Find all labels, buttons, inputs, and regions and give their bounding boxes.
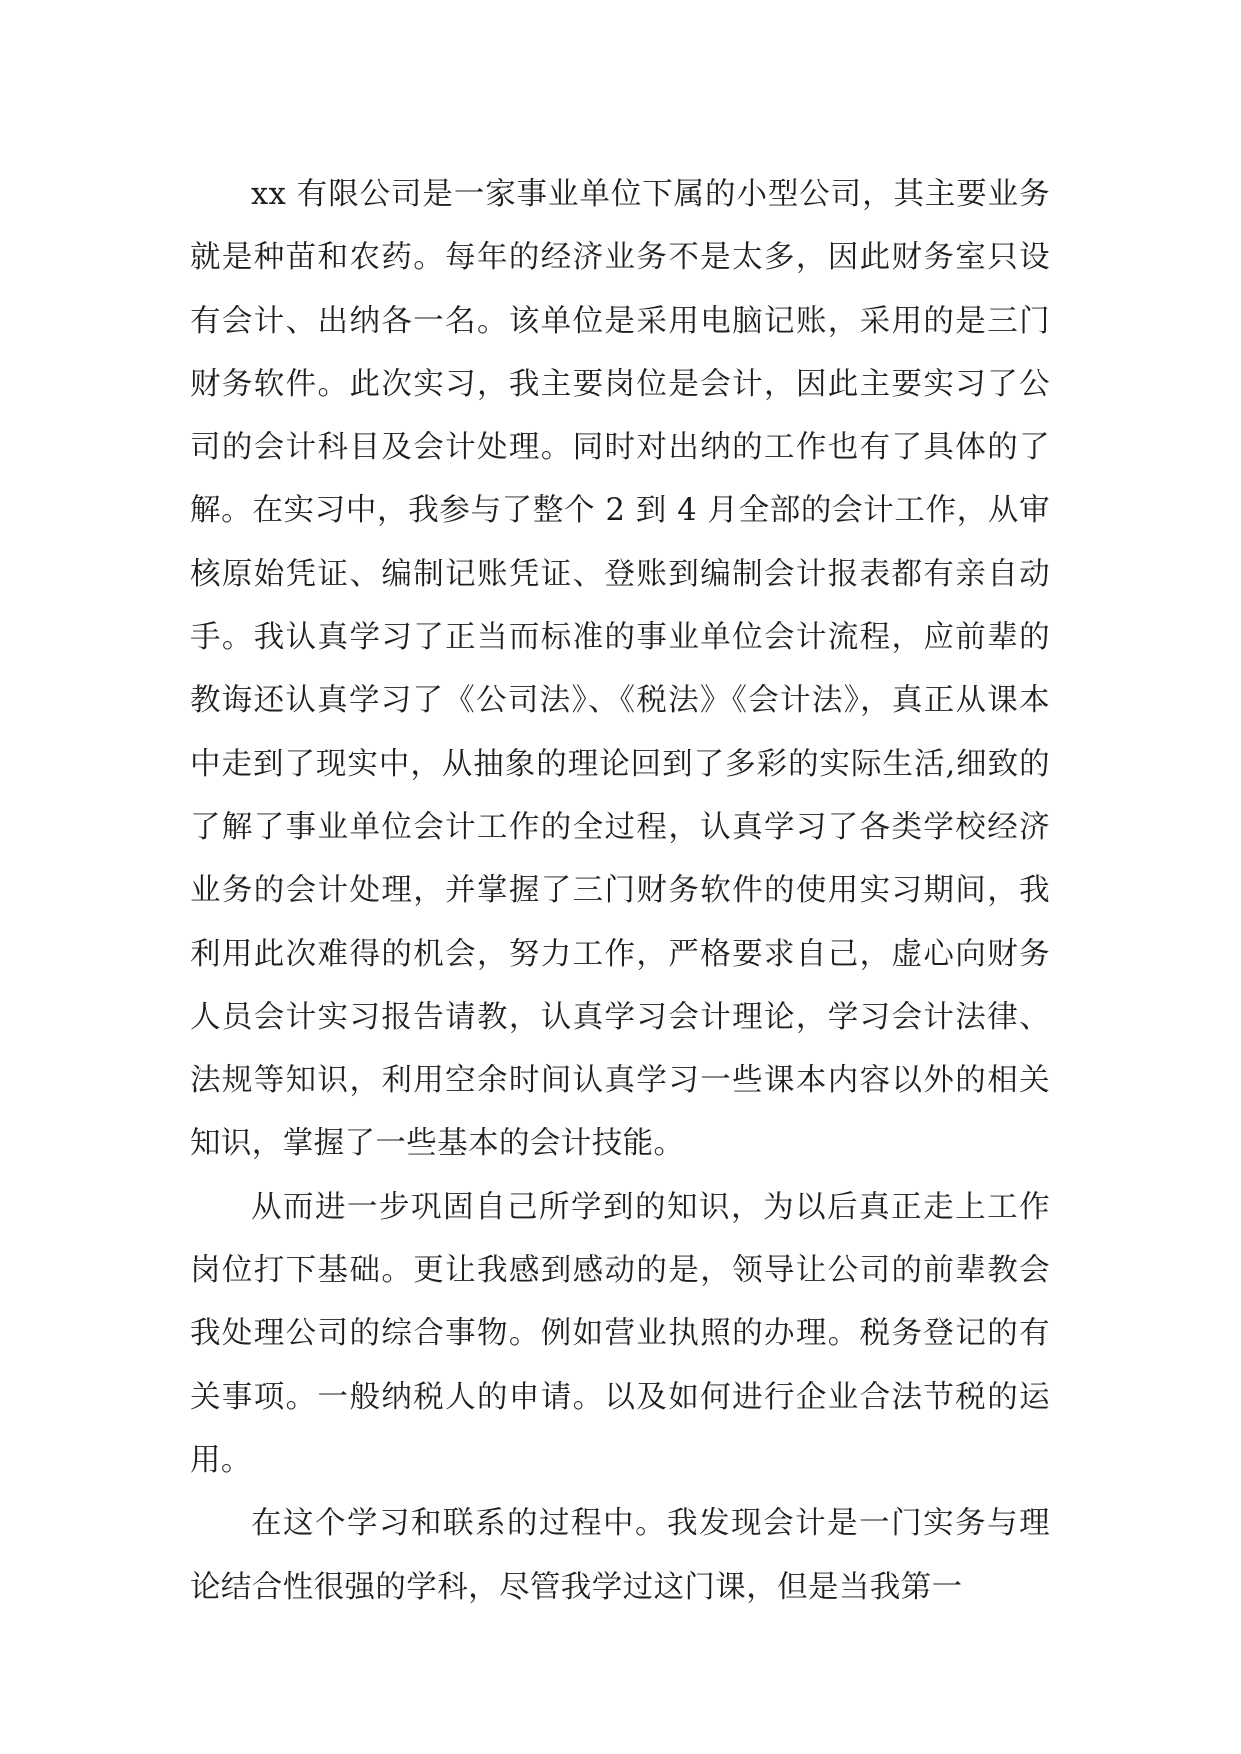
document-body bbox=[190, 163, 1050, 1619]
paragraph-3: 在这个学习和联系的过程中。我发现会计是一门实务与理论结合性很强的学科，尽管我学过这门课，但是当我第一 bbox=[190, 1506, 1050, 1605]
paragraph-1: xx 有限公司是一家事业单位下属的小型公司，其主要业务就是种苗和农药。每年的经济业务不是太多，因此财务室只设有会计、出纳各一名。该单位是采用电脑记账，采用的是三门财务软件。此次实习，我主要岗位是会计，因此主要实习了公司的会计科目及会计处理。同时对出纳的工作也有了具体的了解。在实习中，我参与了整个 2 到 4 月全部的会计工作，从审核原始凭证、编制记账凭证、登账到编制会计报表都有亲自动手。我认真学习了正当而标准的事业单位会计流程，应前辈的教诲还认真学习了《公司法》、《税法》《会计法》，真正从课本中走到了现实中，从抽象的理论回到了多彩的实际生活,细致的了解了事业单位会计工作的全过程，认真学习了各类学校经济业务的会计处理，并掌握了三门财务软件的使用实习期间，我利用此次难得的机会，努力工作，严格要求自己，虚心向财务人员会计实习报告请教，认真学习会计理论，学习会计法律、法规等知识，利用空余时间认真学习一些课本内容以外的相关知识，掌握了一些基本的会计技能。 bbox=[190, 177, 1050, 1162]
paragraph-2: 从而进一步巩固自己所学到的知识，为以后真正走上工作岗位打下基础。更让我感到感动的是，领导让公司的前辈教会我处理公司的综合事物。例如营业执照的办理。税务登记的有关事项。一般纳税人的申请。以及如何进行企业合法节税的运用。 bbox=[190, 1189, 1050, 1478]
